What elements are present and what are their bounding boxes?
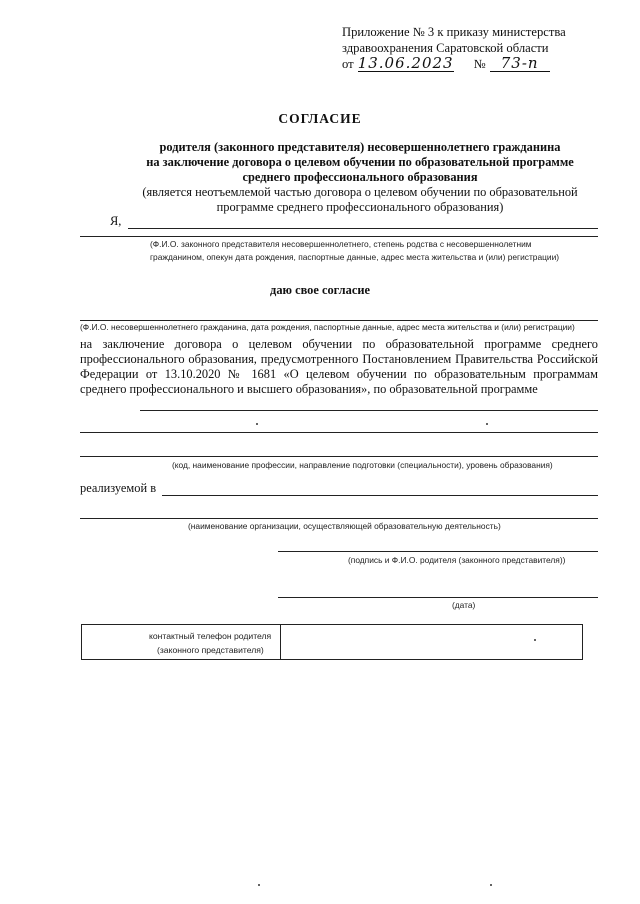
subtitle-bold (120, 140, 600, 185)
consent-phrase: даю свое согласие (270, 283, 370, 297)
scan-dot (256, 423, 258, 425)
scan-dot (258, 884, 260, 886)
ya-label: Я, (110, 214, 122, 228)
subtitle-bold-line3: среднего профессионального образования (242, 170, 478, 184)
order-number-handwritten: 73-п (490, 56, 550, 72)
signature-line[interactable] (278, 551, 598, 552)
subtitle-note-line1: (является неотъемлемой частью договора о целевом обучении по образовательной (142, 185, 578, 199)
realized-label: реализуемой в (80, 481, 157, 495)
contact-phone-table (81, 624, 583, 660)
subtitle-bold-line1: родителя (законного представителя) несовершеннолетнего гражданина (159, 140, 561, 154)
program-line-1[interactable] (140, 410, 598, 411)
order-date-row (342, 56, 627, 72)
order-header-line2: здравоохранения Саратовской области (342, 41, 549, 55)
caption-parent (150, 238, 590, 264)
subtitle-bold-line2: на заключение договора о целевом обучении по образовательной программе (146, 155, 574, 169)
from-label: от (342, 57, 354, 71)
caption-profession: (код, наименование профессии, направление подготовки (специальности), уровень образования) (172, 460, 553, 470)
organization-line-1[interactable] (162, 495, 598, 496)
document-title: СОГЛАСИЕ (278, 111, 362, 126)
parent-name-line-2[interactable] (80, 236, 598, 237)
caption-date: (дата) (452, 600, 476, 610)
date-line[interactable] (278, 597, 598, 598)
caption-minor: (Ф.И.О. несовершеннолетнего гражданина, дата рождения, паспортные данные, адрес места жительства и (или) регистрации) (80, 322, 575, 332)
parent-name-line[interactable] (128, 228, 598, 229)
program-line-3[interactable] (80, 456, 598, 457)
contact-phone-label-line1: контактный телефон родителя (149, 631, 272, 641)
scan-dot (490, 884, 492, 886)
body-paragraph: на заключение договора о целевом обучении по образовательной программе среднего профессионального образования, предусмотренного Постановлением Правительства Российской Федерации от 13.10.2020 № 1681 «О целевом обучении по образовательным программам среднего профессионального и высшего образования», по образовательной программе (80, 337, 598, 396)
order-header-line1: Приложение № 3 к приказу министерства (342, 25, 566, 39)
program-line-2[interactable] (80, 432, 598, 433)
subtitle-note (120, 185, 600, 215)
caption-org: (наименование организации, осуществляющей образовательную деятельность) (188, 521, 501, 531)
contact-phone-value-cell[interactable] (281, 625, 582, 659)
caption-parent-line1: (Ф.И.О. законного представителя несовершеннолетнего, степень родства с несовершеннолетним (150, 239, 532, 249)
order-date-handwritten: 13.06.2023 (357, 54, 454, 72)
caption-parent-line2: гражданином, опекун дата рождения, паспортные данные, адрес места жительства и (или) регистрации) (150, 252, 560, 262)
contact-phone-label-line2: (законного представителя) (157, 645, 264, 655)
caption-signature: (подпись и Ф.И.О. родителя (законного представителя)) (348, 555, 566, 565)
organization-line-2[interactable] (80, 518, 598, 519)
order-header (342, 24, 627, 72)
scan-dot (486, 423, 488, 425)
subtitle-note-line2: программе среднего профессионального образования) (216, 200, 504, 214)
contact-phone-label-cell (82, 625, 281, 659)
scan-dot (534, 639, 536, 641)
number-label: № (473, 57, 486, 71)
